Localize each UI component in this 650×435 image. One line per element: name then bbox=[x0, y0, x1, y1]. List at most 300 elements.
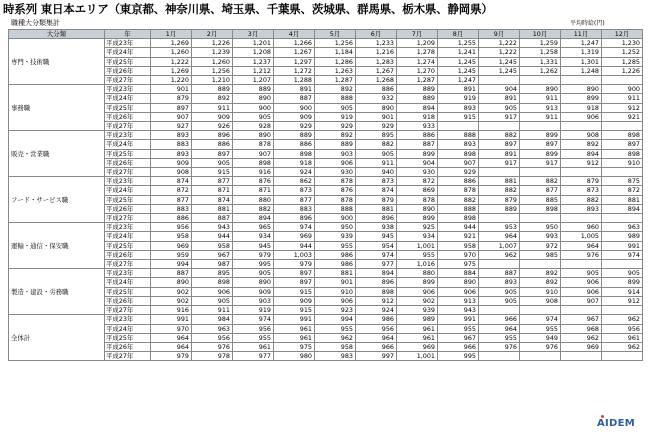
table-row bbox=[9, 195, 643, 204]
year-cell: 平成26年 bbox=[105, 296, 151, 305]
value-cell: 924 bbox=[274, 168, 315, 177]
value-cell: 955 bbox=[479, 333, 520, 342]
year-cell: 平成24年 bbox=[105, 48, 151, 57]
year-cell: 平成23年 bbox=[105, 85, 151, 94]
value-cell: 1,268 bbox=[356, 76, 397, 85]
value-cell bbox=[520, 214, 561, 223]
value-cell: 898 bbox=[438, 214, 479, 223]
value-cell: 888 bbox=[315, 204, 356, 213]
year-cell: 平成23年 bbox=[105, 315, 151, 324]
table-row bbox=[9, 131, 643, 140]
value-cell: 881 bbox=[602, 195, 643, 204]
value-cell: 912 bbox=[602, 103, 643, 112]
value-cell: 880 bbox=[233, 195, 274, 204]
value-cell bbox=[561, 214, 602, 223]
value-cell bbox=[561, 122, 602, 131]
table-row bbox=[9, 333, 643, 342]
value-cell: 896 bbox=[356, 278, 397, 287]
value-cell: 1,270 bbox=[397, 66, 438, 75]
value-cell: 902 bbox=[397, 296, 438, 305]
value-cell: 908 bbox=[151, 168, 192, 177]
value-cell: 894 bbox=[233, 214, 274, 223]
value-cell: 986 bbox=[315, 260, 356, 269]
table-subtitle: 職種大分類集計 bbox=[11, 19, 60, 27]
value-cell: 887 bbox=[397, 140, 438, 149]
value-cell: 906 bbox=[397, 287, 438, 296]
table-row bbox=[9, 269, 643, 278]
value-cell: 977 bbox=[356, 260, 397, 269]
value-cell: 892 bbox=[520, 278, 561, 287]
value-cell: 911 bbox=[520, 94, 561, 103]
value-cell: 873 bbox=[561, 186, 602, 195]
value-cell: 882 bbox=[520, 177, 561, 186]
value-cell: 887 bbox=[479, 269, 520, 278]
header-month: 11月 bbox=[561, 30, 602, 39]
value-cell: 976 bbox=[479, 342, 520, 351]
value-cell: 974 bbox=[520, 315, 561, 324]
value-cell: 913 bbox=[520, 103, 561, 112]
value-cell: 892 bbox=[520, 269, 561, 278]
value-cell: 910 bbox=[315, 287, 356, 296]
header-month: 6月 bbox=[356, 30, 397, 39]
value-cell: 945 bbox=[233, 241, 274, 250]
year-cell: 平成26年 bbox=[105, 342, 151, 351]
value-cell: 890 bbox=[397, 204, 438, 213]
value-cell: 1,245 bbox=[438, 66, 479, 75]
header-month: 3月 bbox=[233, 30, 274, 39]
value-cell: 894 bbox=[602, 204, 643, 213]
value-cell: 918 bbox=[397, 112, 438, 121]
value-cell: 964 bbox=[479, 232, 520, 241]
value-cell: 1,267 bbox=[274, 48, 315, 57]
value-cell: 929 bbox=[315, 122, 356, 131]
value-cell: 911 bbox=[520, 112, 561, 121]
header-month: 2月 bbox=[192, 30, 233, 39]
value-cell: 972 bbox=[520, 241, 561, 250]
value-cell: 888 bbox=[438, 204, 479, 213]
value-cell: 909 bbox=[274, 296, 315, 305]
value-cell: 975 bbox=[438, 260, 479, 269]
value-cell: 987 bbox=[192, 260, 233, 269]
value-cell: 899 bbox=[520, 149, 561, 158]
value-cell: 958 bbox=[438, 241, 479, 250]
value-cell: 915 bbox=[438, 112, 479, 121]
value-cell: 911 bbox=[192, 306, 233, 315]
value-cell: 882 bbox=[356, 140, 397, 149]
value-cell: 991 bbox=[274, 315, 315, 324]
value-cell: 873 bbox=[356, 177, 397, 186]
value-cell bbox=[561, 306, 602, 315]
value-cell: 916 bbox=[233, 168, 274, 177]
value-cell: 895 bbox=[356, 131, 397, 140]
value-cell bbox=[520, 122, 561, 131]
value-cell: 986 bbox=[315, 250, 356, 259]
value-cell: 887 bbox=[192, 214, 233, 223]
value-cell: 871 bbox=[233, 186, 274, 195]
value-cell: 953 bbox=[479, 223, 520, 232]
value-cell: 877 bbox=[520, 186, 561, 195]
value-cell: 979 bbox=[274, 260, 315, 269]
value-cell: 896 bbox=[274, 214, 315, 223]
value-cell bbox=[520, 260, 561, 269]
value-cell: 898 bbox=[520, 204, 561, 213]
value-cell: 1,274 bbox=[397, 57, 438, 66]
value-cell bbox=[602, 260, 643, 269]
value-cell bbox=[561, 168, 602, 177]
value-cell: 893 bbox=[151, 149, 192, 158]
value-cell: 929 bbox=[356, 122, 397, 131]
value-cell: 958 bbox=[315, 342, 356, 351]
value-cell: 893 bbox=[561, 204, 602, 213]
value-cell: 1,331 bbox=[520, 57, 561, 66]
value-cell: 954 bbox=[356, 241, 397, 250]
value-cell: 934 bbox=[397, 232, 438, 241]
value-cell: 879 bbox=[561, 177, 602, 186]
value-cell: 1,239 bbox=[192, 48, 233, 57]
year-cell: 平成27年 bbox=[105, 214, 151, 223]
table-row bbox=[9, 260, 643, 269]
value-cell: 873 bbox=[274, 186, 315, 195]
year-cell: 平成27年 bbox=[105, 352, 151, 361]
header-month: 1月 bbox=[151, 30, 192, 39]
value-cell: 1,256 bbox=[192, 66, 233, 75]
value-cell: 915 bbox=[274, 287, 315, 296]
value-cell: 915 bbox=[192, 168, 233, 177]
value-cell: 890 bbox=[233, 278, 274, 287]
value-cell: 893 bbox=[438, 140, 479, 149]
value-cell: 1,278 bbox=[397, 48, 438, 57]
value-cell: 1,267 bbox=[356, 66, 397, 75]
value-cell: 905 bbox=[192, 158, 233, 167]
table-body bbox=[9, 39, 643, 361]
value-cell: 938 bbox=[356, 223, 397, 232]
value-cell: 869 bbox=[397, 186, 438, 195]
value-cell: 965 bbox=[233, 223, 274, 232]
table-row bbox=[9, 287, 643, 296]
value-cell: 921 bbox=[438, 232, 479, 241]
value-cell: 1,207 bbox=[233, 76, 274, 85]
value-cell: 902 bbox=[151, 287, 192, 296]
value-cell: 900 bbox=[315, 214, 356, 223]
value-cell: 887 bbox=[151, 269, 192, 278]
value-cell: 928 bbox=[233, 122, 274, 131]
value-cell: 918 bbox=[274, 158, 315, 167]
value-cell: 897 bbox=[479, 140, 520, 149]
value-cell: 905 bbox=[479, 103, 520, 112]
value-cell: 964 bbox=[151, 333, 192, 342]
value-cell: 962 bbox=[602, 342, 643, 351]
header-month: 7月 bbox=[397, 30, 438, 39]
value-cell: 1,201 bbox=[233, 39, 274, 48]
value-cell: 985 bbox=[520, 250, 561, 259]
value-cell: 909 bbox=[192, 112, 233, 121]
value-cell: 961 bbox=[233, 342, 274, 351]
value-cell: 878 bbox=[438, 186, 479, 195]
value-cell: 897 bbox=[274, 278, 315, 287]
value-cell: 959 bbox=[151, 250, 192, 259]
value-cell: 991 bbox=[438, 315, 479, 324]
value-cell: 960 bbox=[561, 223, 602, 232]
value-cell: 912 bbox=[356, 296, 397, 305]
value-cell: 890 bbox=[233, 94, 274, 103]
value-cell: 966 bbox=[356, 342, 397, 351]
value-cell: 879 bbox=[151, 94, 192, 103]
table-row bbox=[9, 352, 643, 361]
value-cell: 989 bbox=[397, 315, 438, 324]
value-cell: 871 bbox=[192, 186, 233, 195]
value-cell bbox=[602, 168, 643, 177]
header-month: 12月 bbox=[602, 30, 643, 39]
value-cell: 893 bbox=[151, 131, 192, 140]
value-cell: 962 bbox=[602, 315, 643, 324]
value-cell: 969 bbox=[151, 241, 192, 250]
value-cell: 882 bbox=[233, 204, 274, 213]
value-cell: 896 bbox=[356, 214, 397, 223]
table-row bbox=[9, 76, 643, 85]
value-cell: 1,288 bbox=[274, 76, 315, 85]
value-cell: 1,287 bbox=[315, 76, 356, 85]
value-cell: 956 bbox=[233, 324, 274, 333]
value-cell: 1,209 bbox=[397, 39, 438, 48]
header-month: 8月 bbox=[438, 30, 479, 39]
table-row bbox=[9, 306, 643, 315]
value-cell: 1,283 bbox=[356, 57, 397, 66]
value-cell: 910 bbox=[520, 287, 561, 296]
value-cell: 890 bbox=[438, 278, 479, 287]
value-cell: 902 bbox=[151, 296, 192, 305]
table-row bbox=[9, 122, 643, 131]
value-cell: 891 bbox=[479, 149, 520, 158]
value-cell: 1,237 bbox=[233, 57, 274, 66]
year-cell: 平成25年 bbox=[105, 57, 151, 66]
value-cell: 905 bbox=[233, 112, 274, 121]
value-cell: 944 bbox=[438, 223, 479, 232]
value-cell: 889 bbox=[479, 204, 520, 213]
value-cell: 1,241 bbox=[438, 48, 479, 57]
value-cell bbox=[602, 122, 643, 131]
value-cell bbox=[602, 76, 643, 85]
value-cell: 906 bbox=[315, 158, 356, 167]
value-cell: 984 bbox=[192, 315, 233, 324]
value-cell: 909 bbox=[233, 287, 274, 296]
value-cell: 968 bbox=[561, 324, 602, 333]
value-cell: 964 bbox=[356, 333, 397, 342]
value-cell: 890 bbox=[151, 278, 192, 287]
value-cell: 961 bbox=[397, 324, 438, 333]
value-cell: 897 bbox=[151, 103, 192, 112]
value-cell: 919 bbox=[438, 94, 479, 103]
value-cell: 950 bbox=[315, 223, 356, 232]
value-cell: 898 bbox=[602, 131, 643, 140]
value-cell: 926 bbox=[192, 122, 233, 131]
value-cell: 962 bbox=[479, 250, 520, 259]
table-row bbox=[9, 342, 643, 351]
category-cell: フード・サービス職 bbox=[9, 177, 105, 223]
table-header-row bbox=[9, 30, 643, 39]
year-cell: 平成26年 bbox=[105, 250, 151, 259]
value-cell: 899 bbox=[561, 94, 602, 103]
value-cell bbox=[479, 214, 520, 223]
value-cell: 890 bbox=[356, 103, 397, 112]
value-cell: 911 bbox=[602, 94, 643, 103]
value-cell: 886 bbox=[438, 177, 479, 186]
value-cell: 1,001 bbox=[397, 241, 438, 250]
value-cell: 1,252 bbox=[602, 48, 643, 57]
table-row bbox=[9, 214, 643, 223]
value-cell: 1,003 bbox=[274, 250, 315, 259]
value-cell: 1,297 bbox=[274, 57, 315, 66]
value-cell: 914 bbox=[602, 287, 643, 296]
value-cell: 1,256 bbox=[315, 39, 356, 48]
value-cell: 1,260 bbox=[151, 48, 192, 57]
value-cell: 1,210 bbox=[192, 76, 233, 85]
value-cell: 925 bbox=[397, 223, 438, 232]
value-cell: 1,212 bbox=[233, 66, 274, 75]
table-row bbox=[9, 324, 643, 333]
value-cell: 962 bbox=[561, 333, 602, 342]
value-cell: 882 bbox=[438, 195, 479, 204]
value-cell: 1,266 bbox=[274, 39, 315, 48]
value-cell: 897 bbox=[192, 149, 233, 158]
unit-label: 平均時給(円) bbox=[570, 20, 605, 27]
value-cell: 897 bbox=[520, 140, 561, 149]
value-cell: 906 bbox=[315, 296, 356, 305]
value-cell: 898 bbox=[602, 149, 643, 158]
category-cell: 販売・営業職 bbox=[9, 131, 105, 177]
value-cell: 1,248 bbox=[561, 66, 602, 75]
value-cell: 989 bbox=[602, 232, 643, 241]
value-cell: 964 bbox=[151, 342, 192, 351]
value-cell: 881 bbox=[192, 204, 233, 213]
value-cell: 1,230 bbox=[602, 39, 643, 48]
wage-table bbox=[8, 29, 643, 361]
value-cell: 964 bbox=[561, 241, 602, 250]
table-row bbox=[9, 177, 643, 186]
category-cell: 運輸・通信・保安職 bbox=[9, 223, 105, 269]
value-cell: 1,245 bbox=[479, 66, 520, 75]
value-cell: 881 bbox=[479, 177, 520, 186]
value-cell: 894 bbox=[356, 269, 397, 278]
value-cell: 905 bbox=[479, 296, 520, 305]
year-cell: 平成25年 bbox=[105, 103, 151, 112]
value-cell bbox=[479, 306, 520, 315]
value-cell: 963 bbox=[602, 223, 643, 232]
value-cell: 909 bbox=[151, 158, 192, 167]
value-cell: 904 bbox=[397, 158, 438, 167]
value-cell: 1,269 bbox=[151, 39, 192, 48]
value-cell: 881 bbox=[356, 204, 397, 213]
value-cell: 930 bbox=[397, 168, 438, 177]
value-cell: 945 bbox=[356, 232, 397, 241]
value-cell: 899 bbox=[397, 149, 438, 158]
value-cell: 916 bbox=[151, 306, 192, 315]
value-cell: 895 bbox=[192, 269, 233, 278]
table-row bbox=[9, 94, 643, 103]
value-cell: 1,260 bbox=[192, 57, 233, 66]
year-cell: 平成27年 bbox=[105, 306, 151, 315]
value-cell bbox=[561, 76, 602, 85]
value-cell: 907 bbox=[151, 112, 192, 121]
value-cell: 983 bbox=[315, 352, 356, 361]
year-cell: 平成23年 bbox=[105, 223, 151, 232]
value-cell: 918 bbox=[561, 103, 602, 112]
value-cell bbox=[479, 168, 520, 177]
value-cell: 899 bbox=[602, 278, 643, 287]
value-cell: 878 bbox=[397, 195, 438, 204]
value-cell: 899 bbox=[520, 131, 561, 140]
value-cell: 892 bbox=[192, 94, 233, 103]
value-cell: 976 bbox=[561, 250, 602, 259]
value-cell: 872 bbox=[397, 177, 438, 186]
value-cell: 932 bbox=[356, 94, 397, 103]
year-cell: 平成27年 bbox=[105, 122, 151, 131]
value-cell: 906 bbox=[561, 278, 602, 287]
value-cell: 967 bbox=[438, 333, 479, 342]
value-cell: 929 bbox=[438, 168, 479, 177]
value-cell: 943 bbox=[438, 306, 479, 315]
value-cell: 905 bbox=[602, 269, 643, 278]
value-cell: 915 bbox=[274, 306, 315, 315]
value-cell: 991 bbox=[151, 315, 192, 324]
value-cell: 893 bbox=[438, 103, 479, 112]
table-row bbox=[9, 204, 643, 213]
value-cell bbox=[602, 306, 643, 315]
value-cell: 908 bbox=[561, 131, 602, 140]
value-cell: 979 bbox=[151, 352, 192, 361]
category-cell: 専門・技術職 bbox=[9, 39, 105, 85]
value-cell: 955 bbox=[520, 324, 561, 333]
table-row bbox=[9, 57, 643, 66]
year-cell: 平成23年 bbox=[105, 39, 151, 48]
value-cell bbox=[479, 352, 520, 361]
year-cell: 平成24年 bbox=[105, 140, 151, 149]
value-cell: 900 bbox=[233, 103, 274, 112]
value-cell: 1,245 bbox=[438, 57, 479, 66]
value-cell: 967 bbox=[192, 250, 233, 259]
value-cell: 908 bbox=[520, 296, 561, 305]
value-cell: 980 bbox=[274, 352, 315, 361]
table-row bbox=[9, 315, 643, 324]
value-cell: 901 bbox=[356, 112, 397, 121]
value-cell: 974 bbox=[274, 223, 315, 232]
header-month: 10月 bbox=[520, 30, 561, 39]
value-cell: 898 bbox=[438, 149, 479, 158]
value-cell: 891 bbox=[438, 85, 479, 94]
value-cell: 905 bbox=[479, 287, 520, 296]
value-cell: 917 bbox=[479, 112, 520, 121]
value-cell: 892 bbox=[315, 131, 356, 140]
value-cell: 1,285 bbox=[602, 57, 643, 66]
year-cell: 平成23年 bbox=[105, 131, 151, 140]
value-cell: 995 bbox=[233, 260, 274, 269]
value-cell: 878 bbox=[315, 177, 356, 186]
value-cell: 891 bbox=[479, 94, 520, 103]
value-cell: 1,222 bbox=[479, 39, 520, 48]
value-cell: 874 bbox=[151, 177, 192, 186]
table-row bbox=[9, 186, 643, 195]
value-cell: 900 bbox=[602, 85, 643, 94]
value-cell: 875 bbox=[602, 177, 643, 186]
value-cell: 1,226 bbox=[602, 66, 643, 75]
value-cell: 919 bbox=[233, 306, 274, 315]
value-cell: 970 bbox=[438, 250, 479, 259]
value-cell: 913 bbox=[438, 296, 479, 305]
year-cell: 平成26年 bbox=[105, 66, 151, 75]
value-cell: 956 bbox=[192, 333, 233, 342]
value-cell: 961 bbox=[397, 333, 438, 342]
value-cell: 862 bbox=[274, 177, 315, 186]
year-cell: 平成25年 bbox=[105, 241, 151, 250]
